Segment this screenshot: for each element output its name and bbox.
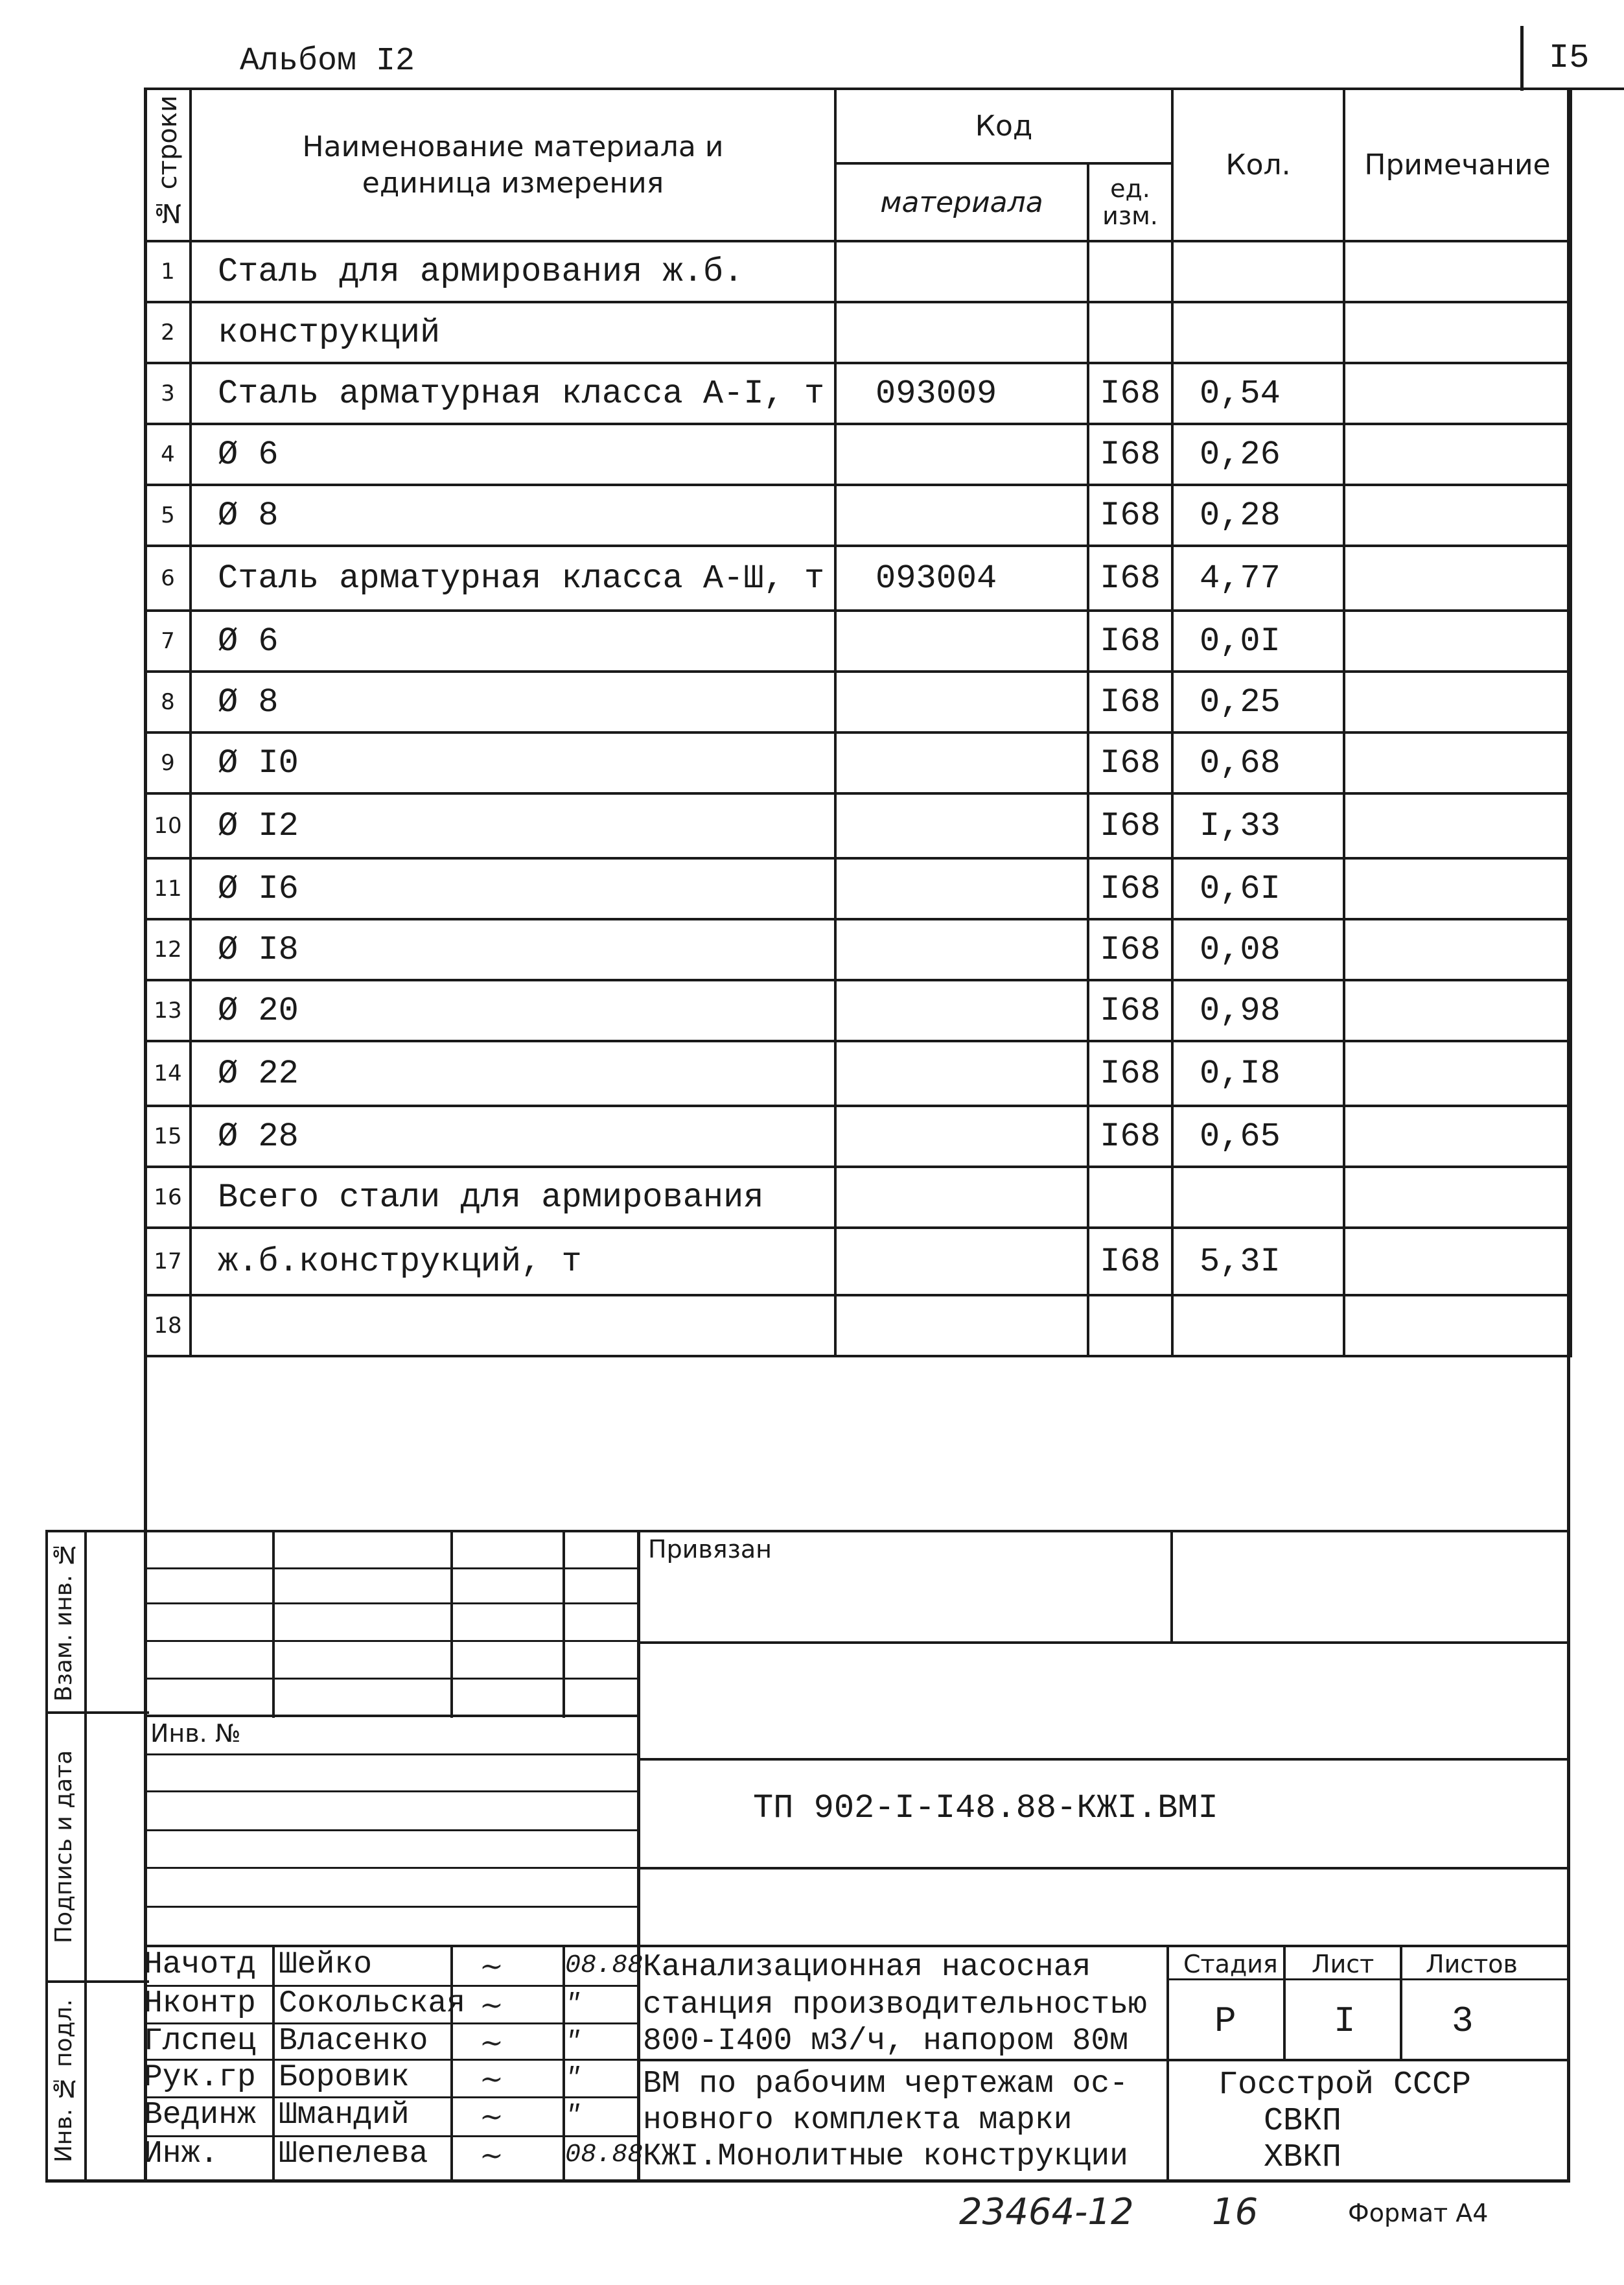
signer-name: Шейко	[279, 1947, 373, 1982]
quantity: 0,08	[1172, 919, 1344, 980]
unit-code: I68	[1088, 611, 1172, 672]
header-code: Код	[835, 89, 1172, 163]
note	[1344, 732, 1571, 793]
note	[1344, 1167, 1571, 1228]
unit-code	[1088, 1295, 1172, 1356]
original-inv-label: Инв. № подл.	[51, 1999, 77, 2162]
material-code	[835, 241, 1088, 302]
table-row	[145, 732, 1571, 793]
note	[1344, 241, 1571, 302]
signer-date: "	[565, 1990, 581, 2019]
material-code	[835, 302, 1088, 363]
table-row	[145, 611, 1571, 672]
table-row	[145, 363, 1571, 424]
inv-no-label: Инв. №	[150, 1719, 241, 1748]
unit-code: I68	[1088, 793, 1172, 858]
row-number: 3	[145, 363, 191, 424]
table-row	[145, 672, 1571, 732]
sheet-title-line-1: ВМ по рабочим чертежам ос-	[643, 2067, 1128, 2102]
unit-code: I68	[1088, 485, 1172, 546]
object-title-line-1: Канализационная насосная	[643, 1950, 1091, 1985]
signature-mark: ~	[480, 1989, 504, 2022]
page-number: 16	[1212, 2191, 1259, 2233]
note	[1344, 1041, 1571, 1106]
note	[1344, 611, 1571, 672]
material-code	[835, 1228, 1088, 1295]
table-row	[145, 793, 1571, 858]
org-line-2: СВКП	[1264, 2103, 1342, 2140]
material-code	[835, 858, 1088, 919]
header-name: Наименование материала и единица измерения	[191, 89, 835, 241]
signer-date: "	[565, 2064, 581, 2093]
quantity: 0,54	[1172, 363, 1344, 424]
header-note: Примечание	[1344, 89, 1571, 241]
org-line-1: Госстрой СССР	[1218, 2067, 1472, 2103]
material-code	[835, 1041, 1088, 1106]
table-row	[145, 241, 1571, 302]
row-number: 9	[145, 732, 191, 793]
unit-code: I68	[1088, 732, 1172, 793]
table-row	[145, 1106, 1571, 1167]
row-number: 6	[145, 546, 191, 611]
row-number: 10	[145, 793, 191, 858]
format-label: Формат А4	[1348, 2199, 1489, 2227]
unit-code: I68	[1088, 858, 1172, 919]
quantity: 0,I8	[1172, 1041, 1344, 1106]
note	[1344, 858, 1571, 919]
header-material-code: материала	[835, 163, 1088, 241]
unit-code: I68	[1088, 919, 1172, 980]
quantity: I,33	[1172, 793, 1344, 858]
sheet-label: Лист	[1312, 1950, 1375, 1978]
row-number: 15	[145, 1106, 191, 1167]
material-code	[835, 1106, 1088, 1167]
signer-role: Вединж	[144, 2098, 256, 2133]
unit-code: I68	[1088, 546, 1172, 611]
quantity	[1172, 302, 1344, 363]
quantity: 0,26	[1172, 424, 1344, 485]
table-row	[145, 546, 1571, 611]
material-name: Сталь для армирования ж.б.	[191, 241, 835, 302]
row-number: 14	[145, 1041, 191, 1106]
unit-code	[1088, 302, 1172, 363]
material-name: Ø 20	[191, 980, 835, 1041]
table-row	[145, 980, 1571, 1041]
attached-label: Привязан	[648, 1535, 772, 1564]
material-name: Сталь арматурная класса А-Ш, т	[191, 546, 835, 611]
row-number: 2	[145, 302, 191, 363]
signer-name: Власенко	[279, 2024, 428, 2059]
quantity	[1172, 1295, 1344, 1356]
quantity: 5,3I	[1172, 1228, 1344, 1295]
quantity: 0,65	[1172, 1106, 1344, 1167]
quantity: 0,68	[1172, 732, 1344, 793]
note	[1344, 424, 1571, 485]
note	[1344, 485, 1571, 546]
signer-role: Нконтр	[144, 1986, 256, 2021]
material-name: Ø 28	[191, 1106, 835, 1167]
sheet-number: I5	[1549, 39, 1590, 77]
quantity: 0,25	[1172, 672, 1344, 732]
row-number: 8	[145, 672, 191, 732]
signature-mark: ~	[480, 1950, 504, 1983]
row-number: 18	[145, 1295, 191, 1356]
note	[1344, 793, 1571, 858]
unit-code: I68	[1088, 424, 1172, 485]
quantity: 0,28	[1172, 485, 1344, 546]
signer-name: Шмандий	[279, 2098, 410, 2133]
row-number: 11	[145, 858, 191, 919]
material-name: Ø I2	[191, 793, 835, 858]
stage-value: Р	[1214, 2000, 1236, 2042]
material-name: Ø I6	[191, 858, 835, 919]
materials-table	[144, 88, 1572, 1357]
material-name: Ø 8	[191, 672, 835, 732]
object-title-line-3: 800-I400 м3/ч, напором 80м	[643, 2024, 1128, 2059]
unit-code: I68	[1088, 363, 1172, 424]
table-row	[145, 1167, 1571, 1228]
table-row	[145, 1041, 1571, 1106]
material-code: 093004	[835, 546, 1088, 611]
material-code	[835, 424, 1088, 485]
quantity: 0,98	[1172, 980, 1344, 1041]
signer-date: "	[565, 2028, 581, 2057]
signer-date: "	[565, 2102, 581, 2131]
header-qty: Кол.	[1172, 89, 1344, 241]
material-name: Сталь арматурная класса А-I, т	[191, 363, 835, 424]
signer-date: 08.88	[565, 2140, 644, 2170]
note	[1344, 1106, 1571, 1167]
document-code: ТП 902-I-I48.88-КЖI.ВМI	[753, 1789, 1218, 1827]
quantity	[1172, 1167, 1344, 1228]
signer-role: Начотд	[144, 1947, 256, 1982]
table-row	[145, 424, 1571, 485]
quantity	[1172, 241, 1344, 302]
note	[1344, 1228, 1571, 1295]
row-number: 1	[145, 241, 191, 302]
material-code	[835, 919, 1088, 980]
note	[1344, 919, 1571, 980]
table-row	[145, 485, 1571, 546]
material-name: Ø 8	[191, 485, 835, 546]
row-number: 16	[145, 1167, 191, 1228]
quantity: 4,77	[1172, 546, 1344, 611]
note	[1344, 1295, 1571, 1356]
material-code	[835, 732, 1088, 793]
corner-frame-vertical	[1520, 26, 1524, 91]
unit-code	[1088, 1167, 1172, 1228]
table-row	[145, 302, 1571, 363]
material-name: Ø 6	[191, 611, 835, 672]
material-code: 093009	[835, 363, 1088, 424]
table-row	[145, 1295, 1571, 1356]
signature-date-label: Подпись и дата	[51, 1750, 77, 1944]
signer-date: 08.88	[565, 1951, 644, 1980]
signer-name: Шепелева	[279, 2137, 428, 2172]
unit-code: I68	[1088, 672, 1172, 732]
material-code	[835, 793, 1088, 858]
material-code	[835, 485, 1088, 546]
signer-role: Глспец	[144, 2024, 256, 2059]
unit-code: I68	[1088, 1106, 1172, 1167]
unit-code	[1088, 241, 1172, 302]
note	[1344, 546, 1571, 611]
signature-mark: ~	[480, 2100, 504, 2133]
material-name: Ø I0	[191, 732, 835, 793]
signer-name: Сокольская	[279, 1986, 466, 2021]
material-name	[191, 1295, 835, 1356]
unit-code: I68	[1088, 980, 1172, 1041]
unit-code: I68	[1088, 1228, 1172, 1295]
row-number: 7	[145, 611, 191, 672]
material-name: Ø 6	[191, 424, 835, 485]
signer-name: Боровик	[279, 2060, 410, 2095]
archive-number: 23464-12	[959, 2191, 1134, 2233]
material-code	[835, 1295, 1088, 1356]
note	[1344, 672, 1571, 732]
material-code	[835, 611, 1088, 672]
table-row	[145, 858, 1571, 919]
sheet-title-line-3: КЖI.Монолитные конструкции	[643, 2139, 1128, 2174]
signer-role: Инж.	[144, 2137, 219, 2172]
material-code	[835, 672, 1088, 732]
stage-label: Стадия	[1183, 1950, 1278, 1978]
material-name: Ø 22	[191, 1041, 835, 1106]
note	[1344, 980, 1571, 1041]
material-name: Ø I8	[191, 919, 835, 980]
material-name: Всего стали для армирования	[191, 1167, 835, 1228]
quantity: 0,6I	[1172, 858, 1344, 919]
replacement-inv-label: Взам. инв. №	[51, 1541, 77, 1702]
sheet-title-line-2: новного комплекта марки	[643, 2103, 1073, 2138]
sheets-value: 3	[1452, 2000, 1474, 2042]
quantity: 0,0I	[1172, 611, 1344, 672]
signature-mark: ~	[480, 2139, 504, 2172]
note	[1344, 363, 1571, 424]
note	[1344, 302, 1571, 363]
unit-code: I68	[1088, 1041, 1172, 1106]
material-code	[835, 1167, 1088, 1228]
org-line-3: ХВКП	[1264, 2139, 1342, 2176]
row-number: 4	[145, 424, 191, 485]
object-title-line-2: станция производительностью	[643, 1987, 1147, 2022]
row-number: 17	[145, 1228, 191, 1295]
header-row-number: № строки	[145, 89, 191, 241]
header-unit: ед. изм.	[1088, 163, 1172, 241]
row-number: 5	[145, 485, 191, 546]
signer-role: Рук.гр	[144, 2060, 256, 2095]
row-number: 12	[145, 919, 191, 980]
signature-mark: ~	[480, 2026, 504, 2059]
signature-mark: ~	[480, 2063, 504, 2096]
album-label: Альбом I2	[240, 43, 415, 80]
table-row	[145, 919, 1571, 980]
row-number: 13	[145, 980, 191, 1041]
table-row	[145, 1228, 1571, 1295]
material-code	[835, 980, 1088, 1041]
sheets-label: Листов	[1426, 1950, 1518, 1978]
material-name: ж.б.конструкций, т	[191, 1228, 835, 1295]
sheet-value: I	[1334, 2000, 1356, 2042]
material-name: конструкций	[191, 302, 835, 363]
